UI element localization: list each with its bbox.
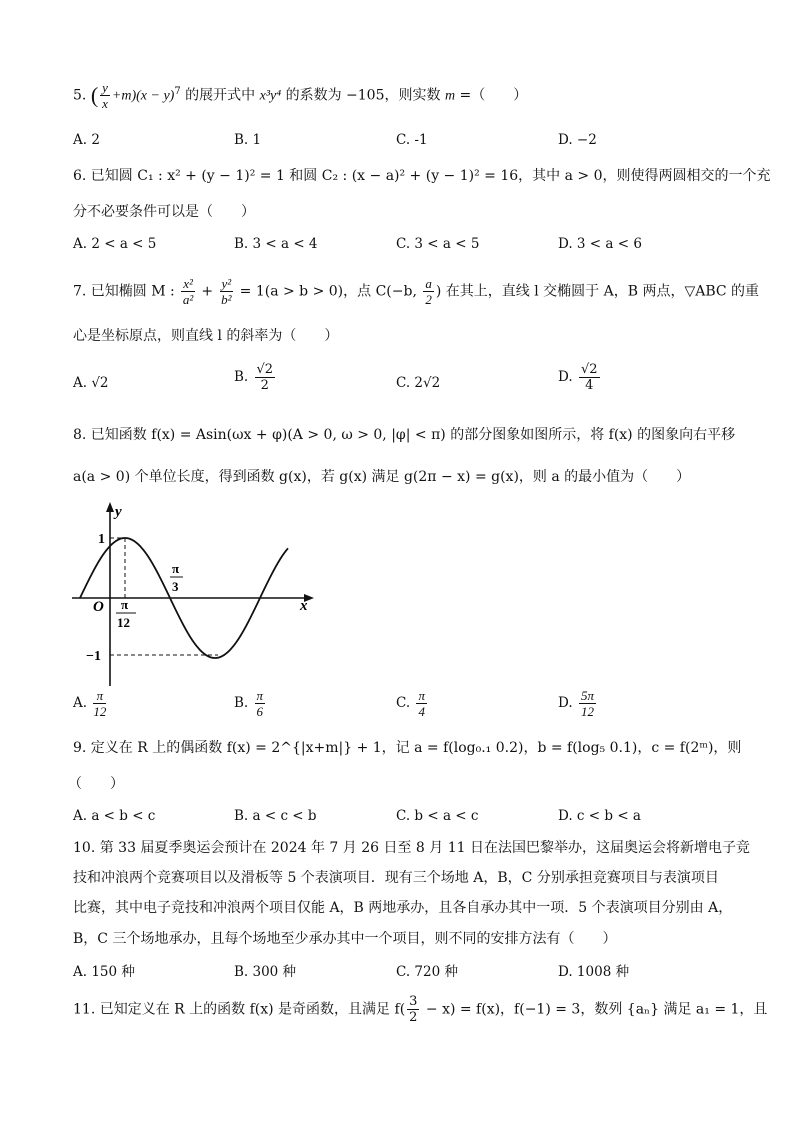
q7-frac-x <box>181 276 195 307</box>
q7-text-3: ) 在其上，直线 l 交椭圆于 A，B 两点，▽ABC 的重 <box>435 283 760 300</box>
q7-frac-y <box>220 276 234 307</box>
q7-line-1 <box>73 276 759 307</box>
q5-text-c: 的展开式中 <box>180 87 260 104</box>
q5-expr: +m)(x − y) <box>111 88 175 104</box>
q7-frac-x-num: x² <box>183 276 193 291</box>
tick-pi3-den: 3 <box>172 579 179 594</box>
q10-option-a[interactable]: A. 150 种 <box>73 964 135 980</box>
q6-line-2: 分不必要条件可以是（ ） <box>73 204 255 220</box>
q6-option-d[interactable]: D. 3 < a < 6 <box>558 236 642 252</box>
q9-line-1: 9. 定义在 R 上的偶函数 f(x) = 2^{|x+m|} + 1，记 a = f(log₀.₁ 0.2)，b = f(log₅ 0.1)，c = f(2ᵐ)，则 <box>73 740 742 756</box>
q8-option-a-frac <box>93 688 106 719</box>
tick-label-1: 1 <box>98 532 105 547</box>
q5-exponent: 7 <box>174 85 181 97</box>
q6-option-a[interactable]: A. 2 < a < 5 <box>73 236 157 252</box>
q7-line-2: 心是坐标原点，则直线 l 的斜率为（ ） <box>73 328 339 344</box>
q7-option-a[interactable]: A. √2 <box>73 375 109 391</box>
q8-option-d-frac <box>579 688 596 719</box>
tick-pi12-den: 12 <box>117 615 130 630</box>
q10-option-c[interactable]: C. 720 种 <box>396 964 458 980</box>
q8-line-1: 8. 已知函数 f(x) = Asin(ωx + φ)(A > 0, ω > 0, |φ| < π) 的部分图象如图所示，将 f(x) 的图象向右平移 <box>73 427 736 443</box>
q9-option-b[interactable]: B. a < c < b <box>234 808 317 824</box>
q5-option-a[interactable]: A. 2 <box>73 132 100 148</box>
q9-line-2: （ ） <box>68 776 124 792</box>
q6-option-b[interactable]: B. 3 < a < 4 <box>234 236 318 252</box>
tick-pi12-num: π <box>121 597 129 612</box>
q8-option-d-num: 5π <box>580 688 594 703</box>
y-axis-label: y <box>115 504 122 520</box>
q5-text-d: 的系数为 −105，则实数 <box>281 87 445 104</box>
q8-option-a-label: A. <box>73 695 88 711</box>
q7-frac-a <box>423 276 434 307</box>
q5-number: 5. <box>73 87 87 104</box>
q11-text-1: 11. 已知定义在 R 上的函数 f(x) 是奇函数，且满足 f( <box>73 1001 406 1018</box>
q5-fraction <box>100 80 110 111</box>
q5-text-e: =（ ） <box>455 87 528 104</box>
q10-line-4: B，C 三个场地承办，且每个场地至少承办其中一个项目，则不同的安排方法有（ ） <box>73 931 617 947</box>
q8-option-c-frac <box>416 688 427 719</box>
q7-frac-a-num: a <box>425 276 432 291</box>
x-axis-label: x <box>300 598 308 614</box>
q8-option-b-num: π <box>256 688 264 703</box>
q7-option-d[interactable]: D. $\frac{√2}{4}$ <box>558 362 598 393</box>
q7-option-d-num: √2 <box>580 362 598 377</box>
q7-frac-y-num: y² <box>221 276 232 291</box>
q10-line-2: 技和冲浪两个竞赛项目以及滑板等 5 个表演项目．现有三个场地 A，B，C 分别承担竞赛项目与表演项目 <box>73 870 719 886</box>
q7-frac-y-den: b² <box>221 292 232 307</box>
q11-text-2: − x) = f(x)，f(−1) = 3，数列 {aₙ} 满足 a₁ = 1，且 <box>421 1001 768 1018</box>
q7-option-d-frac <box>579 362 600 393</box>
q9-option-d[interactable]: D. c < b < a <box>558 808 641 824</box>
q8-line-2: a(a > 0) 个单位长度，得到函数 g(x)，若 g(x) 满足 g(2π − x) = g(x)，则 a 的最小值为（ ） <box>73 469 691 485</box>
q5-option-d[interactable]: D. −2 <box>558 132 597 148</box>
q9-option-a[interactable]: A. a < b < c <box>73 808 156 824</box>
q7-option-c[interactable]: C. 2√2 <box>396 375 441 391</box>
q11-line-1 <box>73 994 767 1025</box>
q8-option-d-den: 12 <box>580 704 594 719</box>
q11-frac-num: 3 <box>409 994 418 1009</box>
y-axis-arrow <box>106 502 114 512</box>
q8-option-c-num: π <box>418 688 425 703</box>
q8-option-c[interactable] <box>396 688 429 719</box>
q7-option-b-den: 2 <box>260 378 269 393</box>
tick-label-neg1: −1 <box>86 649 101 664</box>
q8-option-a[interactable] <box>73 688 108 719</box>
q8-option-d[interactable] <box>558 688 598 719</box>
q8-option-d-label: D. <box>558 695 573 711</box>
q5-var: m <box>444 88 456 104</box>
q8-option-c-den: 4 <box>418 704 425 719</box>
q6-option-c[interactable]: C. 3 < a < 5 <box>396 236 480 252</box>
origin-label: O <box>93 599 104 615</box>
q5-stem <box>73 80 527 111</box>
q7-frac-a-den: 2 <box>425 292 432 307</box>
q8-option-b-label: B. <box>234 695 249 711</box>
q8-option-a-num: π <box>93 688 106 704</box>
q8-option-b[interactable] <box>234 688 267 719</box>
q8-option-c-label: C. <box>396 695 411 711</box>
q5-paren: ( <box>90 82 99 108</box>
q7-option-d-den: 4 <box>585 378 594 393</box>
q10-line-1: 10. 第 33 届夏季奥运会预计在 2024 年 7 月 26 日至 8 月 11 日在法国巴黎举办，这届奥运会将新增电子竞 <box>73 840 751 856</box>
q7-frac-x-den: a² <box>182 292 194 307</box>
q7-text-1: 7. 已知椭圆 M : <box>73 283 180 300</box>
q8-option-a-den: 12 <box>93 704 107 719</box>
q10-line-3: 比赛，其中电子竞技和冲浪两个项目仅能 A，B 两地承办，且各自承办其中一项．5 个表演项目分别由 A， <box>73 900 733 916</box>
q7-option-b-num: √2 <box>256 362 274 377</box>
q5-frac-num: y <box>102 80 108 95</box>
q7-option-b-frac <box>255 362 276 393</box>
q6-line-1: 6. 已知圆 C₁ : x² + (y − 1)² = 1 和圆 C₂ : (x − a)² + (y − 1)² = 16，其中 a > 0，则使得两圆相交的一个充 <box>73 168 771 184</box>
q5-term: x³y⁴ <box>259 88 282 104</box>
q5-option-b[interactable]: B. 1 <box>234 132 262 148</box>
q11-frac <box>407 994 419 1025</box>
q10-option-b[interactable]: B. 300 种 <box>234 964 297 980</box>
q7-option-b[interactable]: B. $\frac{√2}{2}$ <box>234 362 274 393</box>
q7-plus: + <box>196 283 218 300</box>
tick-pi3-num: π <box>172 561 180 576</box>
q10-option-d[interactable]: D. 1008 种 <box>558 964 630 980</box>
q8-option-b-den: 6 <box>256 704 264 719</box>
q8-option-b-frac <box>255 688 266 719</box>
q5-option-c[interactable]: C. -1 <box>396 132 428 148</box>
q5-frac-den: x <box>102 96 108 111</box>
q11-frac-den: 2 <box>409 1010 418 1025</box>
q7-text-2: = 1(a > b > 0)，点 C(−b, <box>235 283 422 300</box>
q9-option-c[interactable]: C. b < a < c <box>396 808 479 824</box>
q8-function-graph <box>60 500 320 690</box>
